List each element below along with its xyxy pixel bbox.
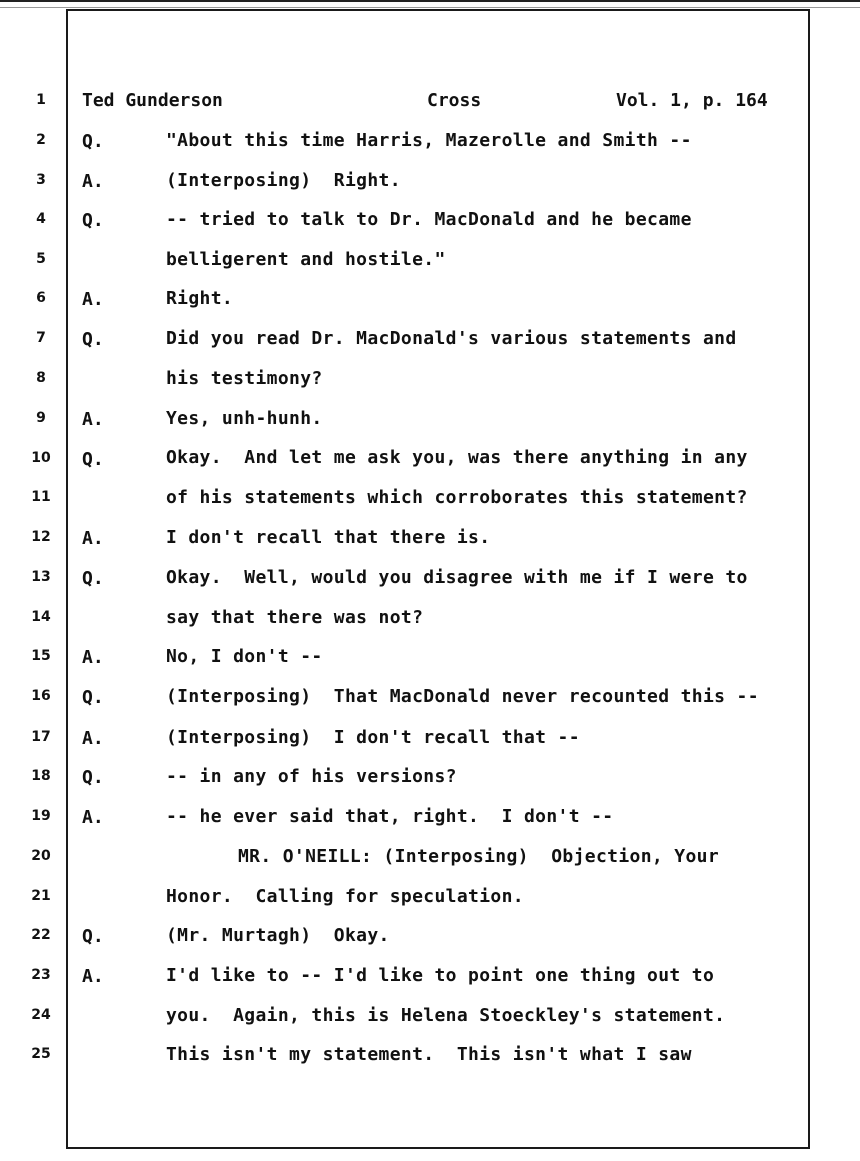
- line-number: 8: [36, 370, 46, 386]
- transcript-text: Okay. Well, would you disagree with me if I were to: [166, 567, 748, 588]
- transcript-text: (Interposing) I don't recall that --: [166, 727, 580, 748]
- speaker-label: Q.: [82, 568, 104, 589]
- scan-edge: [0, 0, 860, 8]
- speaker-label: Q.: [82, 131, 104, 152]
- transcript-text: MR. O'NEILL: (Interposing) Objection, Your: [238, 846, 720, 867]
- margin-rule: [66, 80, 68, 1065]
- speaker-label: A.: [82, 966, 104, 987]
- line-number: 4: [36, 211, 46, 227]
- transcript-text: his testimony?: [166, 368, 323, 389]
- transcript-text: Okay. And let me ask you, was there anything in any: [166, 447, 748, 468]
- line-number: 16: [31, 688, 51, 704]
- line-number: 19: [31, 808, 51, 824]
- line-number: 5: [36, 251, 46, 267]
- speaker-label: Q.: [82, 767, 104, 788]
- line-number: 20: [31, 848, 51, 864]
- witness-name: Ted Gunderson: [82, 90, 223, 111]
- line-number: 7: [36, 330, 46, 346]
- transcript-text: (Mr. Murtagh) Okay.: [166, 925, 390, 946]
- speaker-label: A.: [82, 807, 104, 828]
- transcript-text: say that there was not?: [166, 607, 424, 628]
- transcript-text: Right.: [166, 288, 234, 309]
- transcript-text: I don't recall that there is.: [166, 527, 491, 548]
- transcript-text: No, I don't --: [166, 646, 323, 667]
- line-number: 15: [31, 648, 51, 664]
- line-number: 1: [36, 92, 46, 108]
- line-number: 18: [31, 768, 51, 784]
- speaker-label: A.: [82, 409, 104, 430]
- speaker-label: Q.: [82, 926, 104, 947]
- page-reference: Vol. 1, p. 164: [616, 90, 768, 111]
- transcript-text: Did you read Dr. MacDonald's various statements and: [166, 328, 737, 349]
- transcript-text: (Interposing) That MacDonald never recounted this --: [166, 686, 759, 707]
- transcript-text: -- in any of his versions?: [166, 766, 457, 787]
- speaker-label: A.: [82, 171, 104, 192]
- line-number: 22: [31, 927, 51, 943]
- line-number: 23: [31, 967, 51, 983]
- line-number: 6: [36, 290, 46, 306]
- line-number: 12: [31, 529, 51, 545]
- speaker-label: A.: [82, 647, 104, 668]
- line-number: 25: [31, 1046, 51, 1062]
- speaker-label: A.: [82, 289, 104, 310]
- line-number: 21: [31, 888, 51, 904]
- line-number: 24: [31, 1007, 51, 1023]
- transcript-text: This isn't my statement. This isn't what I saw: [166, 1044, 692, 1065]
- line-number: 13: [31, 569, 51, 585]
- line-number: 10: [31, 450, 51, 466]
- transcript-text: of his statements which corroborates this statement?: [166, 487, 748, 508]
- speaker-label: A.: [82, 728, 104, 749]
- line-number: 11: [31, 489, 51, 505]
- exam-type: Cross: [427, 90, 482, 111]
- line-number: 3: [36, 172, 46, 188]
- transcript-text: Yes, unh-hunh.: [166, 408, 323, 429]
- speaker-label: A.: [82, 528, 104, 549]
- transcript-text: you. Again, this is Helena Stoeckley's statement.: [166, 1005, 726, 1026]
- speaker-label: Q.: [82, 329, 104, 350]
- transcript-text: -- tried to talk to Dr. MacDonald and he became: [166, 209, 692, 230]
- transcript-text: Honor. Calling for speculation.: [166, 886, 524, 907]
- line-number: 2: [36, 132, 46, 148]
- transcript-text: -- he ever said that, right. I don't --: [166, 806, 614, 827]
- transcript-text: I'd like to -- I'd like to point one thing out to: [166, 965, 715, 986]
- speaker-label: Q.: [82, 449, 104, 470]
- transcript-text: "About this time Harris, Mazerolle and Smith --: [166, 130, 692, 151]
- speaker-label: Q.: [82, 210, 104, 231]
- line-number: 9: [36, 410, 46, 426]
- line-number: 14: [31, 609, 51, 625]
- speaker-label: Q.: [82, 687, 104, 708]
- transcript-text: (Interposing) Right.: [166, 170, 401, 191]
- line-number: 17: [31, 729, 51, 745]
- transcript-text: belligerent and hostile.": [166, 249, 446, 270]
